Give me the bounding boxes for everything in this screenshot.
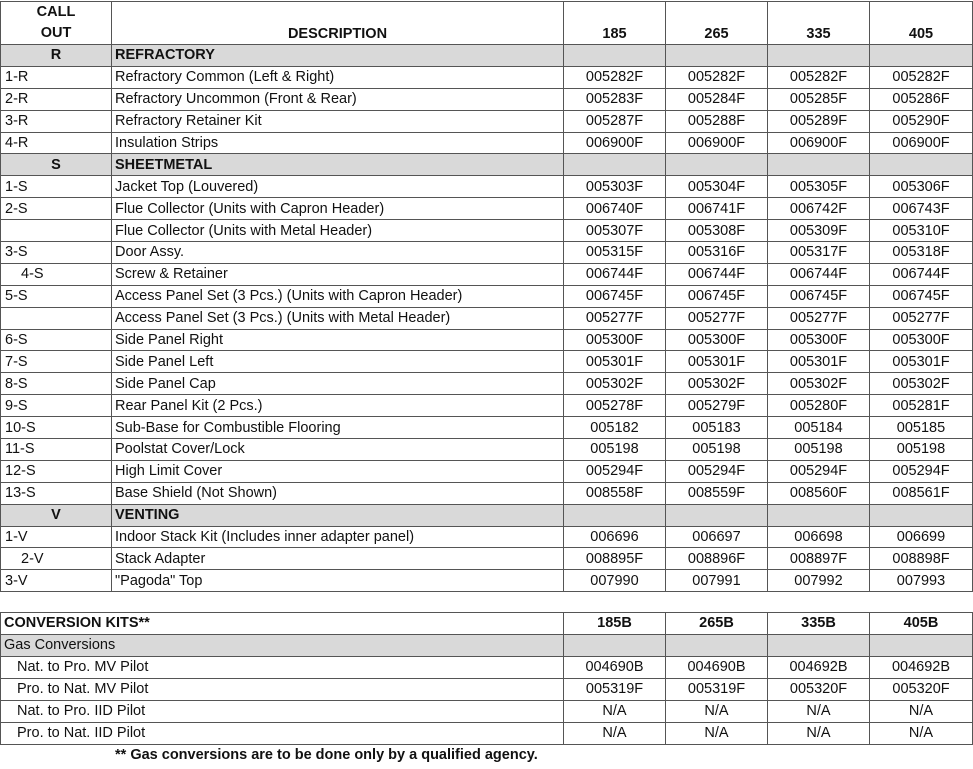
part-number: 005282F: [666, 66, 768, 88]
header-model: 405: [870, 2, 973, 45]
part-number: 008559F: [666, 482, 768, 504]
part-number: 006744F: [666, 263, 768, 285]
part-number: 005302F: [870, 373, 973, 395]
part-description: Access Panel Set (3 Pcs.) (Units with Capron Header): [112, 285, 564, 307]
part-number: 005318F: [870, 242, 973, 264]
part-row: [1, 307, 973, 329]
part-number: 008898F: [870, 548, 973, 570]
kit-description: Pro. to Nat. MV Pilot: [1, 679, 564, 701]
part-row: [1, 198, 973, 220]
part-number: 005315F: [564, 242, 666, 264]
section-title: REFRACTORY: [112, 45, 564, 67]
part-row: [1, 176, 973, 198]
part-number: 005304F: [666, 176, 768, 198]
part-row: [1, 88, 973, 110]
part-number: 006740F: [564, 198, 666, 220]
kit-part-number: N/A: [564, 701, 666, 723]
part-number: 007992: [768, 570, 870, 592]
part-number: 005300F: [870, 329, 973, 351]
part-number: 005301F: [768, 351, 870, 373]
kits-header-row: [1, 613, 973, 635]
part-number: 005301F: [564, 351, 666, 373]
part-description: "Pagoda" Top: [112, 570, 564, 592]
part-description: Base Shield (Not Shown): [112, 482, 564, 504]
part-callout: 13-S: [1, 482, 112, 504]
part-description: Flue Collector (Units with Capron Header): [112, 198, 564, 220]
section-row: [1, 154, 973, 176]
part-row: [1, 285, 973, 307]
part-number: 008558F: [564, 482, 666, 504]
part-number: 005279F: [666, 395, 768, 417]
kit-part-number: 004692B: [768, 657, 870, 679]
kit-part-number: 004692B: [870, 657, 973, 679]
section-code: R: [1, 45, 112, 67]
part-number: 005283F: [564, 88, 666, 110]
part-description: Refractory Common (Left & Right): [112, 66, 564, 88]
section-code: S: [1, 154, 112, 176]
part-row: [1, 373, 973, 395]
part-row: [1, 66, 973, 88]
part-description: Jacket Top (Louvered): [112, 176, 564, 198]
part-row: [1, 548, 973, 570]
part-number: 005281F: [870, 395, 973, 417]
header-description: DESCRIPTION: [112, 2, 564, 45]
section-title: SHEETMETAL: [112, 154, 564, 176]
part-row: [1, 132, 973, 154]
part-number: 005183: [666, 417, 768, 439]
part-callout: [1, 307, 112, 329]
part-number: 005282F: [870, 66, 973, 88]
kit-description: Pro. to Nat. IID Pilot: [1, 723, 564, 745]
part-number: 007991: [666, 570, 768, 592]
part-callout: 4-R: [1, 132, 112, 154]
part-number: 006900F: [768, 132, 870, 154]
conversion-kits-table: [0, 612, 973, 745]
part-number: 005285F: [768, 88, 870, 110]
part-number: 005277F: [666, 307, 768, 329]
part-number: 005305F: [768, 176, 870, 198]
part-number: 005301F: [870, 351, 973, 373]
part-number: 005284F: [666, 88, 768, 110]
part-number: 008895F: [564, 548, 666, 570]
part-callout: [1, 220, 112, 242]
part-row: [1, 110, 973, 132]
part-number: 006696: [564, 526, 666, 548]
part-number: 005282F: [564, 66, 666, 88]
kits-model: 185B: [564, 613, 666, 635]
part-description: Rear Panel Kit (2 Pcs.): [112, 395, 564, 417]
part-description: Side Panel Left: [112, 351, 564, 373]
part-number: 007990: [564, 570, 666, 592]
part-description: Insulation Strips: [112, 132, 564, 154]
part-row: [1, 395, 973, 417]
header-model: 185: [564, 2, 666, 45]
part-callout: 5-S: [1, 285, 112, 307]
part-row: [1, 439, 973, 461]
part-number: 005289F: [768, 110, 870, 132]
part-number: 005300F: [564, 329, 666, 351]
part-number: 006698: [768, 526, 870, 548]
part-callout: 3-V: [1, 570, 112, 592]
part-description: Side Panel Cap: [112, 373, 564, 395]
part-number: 005277F: [564, 307, 666, 329]
part-number: 006744F: [564, 263, 666, 285]
part-number: 005198: [666, 439, 768, 461]
part-number: 008561F: [870, 482, 973, 504]
part-number: 006742F: [768, 198, 870, 220]
kit-part-number: 005320F: [870, 679, 973, 701]
part-description: Refractory Uncommon (Front & Rear): [112, 88, 564, 110]
part-row: [1, 570, 973, 592]
kits-group-label: Gas Conversions: [1, 635, 564, 657]
kit-part-number: N/A: [768, 723, 870, 745]
part-number: 005309F: [768, 220, 870, 242]
kit-part-number: N/A: [870, 701, 973, 723]
kit-part-number: 004690B: [666, 657, 768, 679]
kits-title: CONVERSION KITS**: [1, 613, 564, 635]
part-number: 005280F: [768, 395, 870, 417]
part-number: 005182: [564, 417, 666, 439]
part-number: 005185: [870, 417, 973, 439]
kit-row: [1, 679, 973, 701]
header-callout: CALL OUT: [1, 2, 112, 45]
part-number: 005278F: [564, 395, 666, 417]
part-number: 005287F: [564, 110, 666, 132]
part-callout: 2-S: [1, 198, 112, 220]
part-number: 005286F: [870, 88, 973, 110]
kits-model: 335B: [768, 613, 870, 635]
part-description: Door Assy.: [112, 242, 564, 264]
part-callout: 3-S: [1, 242, 112, 264]
part-row: [1, 460, 973, 482]
part-number: 006699: [870, 526, 973, 548]
part-number: 005301F: [666, 351, 768, 373]
kit-row: [1, 657, 973, 679]
part-row: [1, 417, 973, 439]
part-number: 005303F: [564, 176, 666, 198]
section-row: [1, 504, 973, 526]
part-description: Flue Collector (Units with Metal Header): [112, 220, 564, 242]
part-number: 008897F: [768, 548, 870, 570]
part-number: 006745F: [666, 285, 768, 307]
parts-header-row: [1, 2, 973, 45]
kit-description: Nat. to Pro. MV Pilot: [1, 657, 564, 679]
kit-part-number: 005319F: [666, 679, 768, 701]
part-number: 006744F: [870, 263, 973, 285]
part-number: 005288F: [666, 110, 768, 132]
part-row: [1, 351, 973, 373]
part-number: 006697: [666, 526, 768, 548]
part-callout: 4-S: [1, 263, 112, 285]
kit-part-number: 004690B: [564, 657, 666, 679]
part-number: 005302F: [768, 373, 870, 395]
part-number: 005308F: [666, 220, 768, 242]
kit-row: [1, 723, 973, 745]
part-number: 008560F: [768, 482, 870, 504]
part-number: 005198: [564, 439, 666, 461]
footnote: ** Gas conversions are to be done only by a qualified agency.: [115, 747, 538, 763]
part-number: 005300F: [768, 329, 870, 351]
part-row: [1, 329, 973, 351]
kit-description: Nat. to Pro. IID Pilot: [1, 701, 564, 723]
part-number: 006743F: [870, 198, 973, 220]
section-title: VENTING: [112, 504, 564, 526]
kits-model: 265B: [666, 613, 768, 635]
part-callout: 12-S: [1, 460, 112, 482]
part-description: Access Panel Set (3 Pcs.) (Units with Metal Header): [112, 307, 564, 329]
part-number: 005316F: [666, 242, 768, 264]
part-row: [1, 242, 973, 264]
part-description: Poolstat Cover/Lock: [112, 439, 564, 461]
part-description: Stack Adapter: [112, 548, 564, 570]
kits-model: 405B: [870, 613, 973, 635]
part-callout: 1-V: [1, 526, 112, 548]
part-number: 006900F: [870, 132, 973, 154]
part-description: Refractory Retainer Kit: [112, 110, 564, 132]
kit-part-number: N/A: [768, 701, 870, 723]
kit-part-number: N/A: [564, 723, 666, 745]
part-callout: 11-S: [1, 439, 112, 461]
kits-group-row: [1, 635, 973, 657]
part-number: 005310F: [870, 220, 973, 242]
kit-part-number: 005320F: [768, 679, 870, 701]
section-code: V: [1, 504, 112, 526]
part-number: 005306F: [870, 176, 973, 198]
kit-part-number: N/A: [666, 723, 768, 745]
part-number: 006900F: [666, 132, 768, 154]
kit-part-number: 005319F: [564, 679, 666, 701]
kit-part-number: N/A: [666, 701, 768, 723]
part-number: 005282F: [768, 66, 870, 88]
part-number: 005294F: [768, 460, 870, 482]
part-callout: 2-R: [1, 88, 112, 110]
part-callout: 10-S: [1, 417, 112, 439]
part-number: 005294F: [666, 460, 768, 482]
header-model: 265: [666, 2, 768, 45]
part-description: Screw & Retainer: [112, 263, 564, 285]
kit-row: [1, 701, 973, 723]
part-number: 008896F: [666, 548, 768, 570]
part-callout: 1-R: [1, 66, 112, 88]
part-description: Side Panel Right: [112, 329, 564, 351]
part-callout: 9-S: [1, 395, 112, 417]
part-number: 007993: [870, 570, 973, 592]
part-row: [1, 263, 973, 285]
part-number: 005184: [768, 417, 870, 439]
part-row: [1, 482, 973, 504]
part-number: 005302F: [666, 373, 768, 395]
part-number: 006900F: [564, 132, 666, 154]
part-callout: 8-S: [1, 373, 112, 395]
part-number: 005294F: [564, 460, 666, 482]
part-number: 005294F: [870, 460, 973, 482]
part-row: [1, 220, 973, 242]
part-callout: 7-S: [1, 351, 112, 373]
part-number: 005317F: [768, 242, 870, 264]
part-description: High Limit Cover: [112, 460, 564, 482]
kit-part-number: N/A: [870, 723, 973, 745]
part-number: 005300F: [666, 329, 768, 351]
part-number: 006745F: [564, 285, 666, 307]
part-callout: 1-S: [1, 176, 112, 198]
part-number: 005307F: [564, 220, 666, 242]
parts-table: [0, 1, 973, 592]
section-row: [1, 45, 973, 67]
part-number: 005198: [870, 439, 973, 461]
part-number: 005277F: [870, 307, 973, 329]
part-number: 005290F: [870, 110, 973, 132]
header-model: 335: [768, 2, 870, 45]
part-number: 005198: [768, 439, 870, 461]
part-number: 006745F: [870, 285, 973, 307]
part-number: 006744F: [768, 263, 870, 285]
part-number: 005302F: [564, 373, 666, 395]
part-callout: 2-V: [1, 548, 112, 570]
part-callout: 3-R: [1, 110, 112, 132]
part-number: 006745F: [768, 285, 870, 307]
part-number: 005277F: [768, 307, 870, 329]
part-description: Indoor Stack Kit (Includes inner adapter panel): [112, 526, 564, 548]
part-number: 006741F: [666, 198, 768, 220]
part-description: Sub-Base for Combustible Flooring: [112, 417, 564, 439]
part-row: [1, 526, 973, 548]
part-callout: 6-S: [1, 329, 112, 351]
